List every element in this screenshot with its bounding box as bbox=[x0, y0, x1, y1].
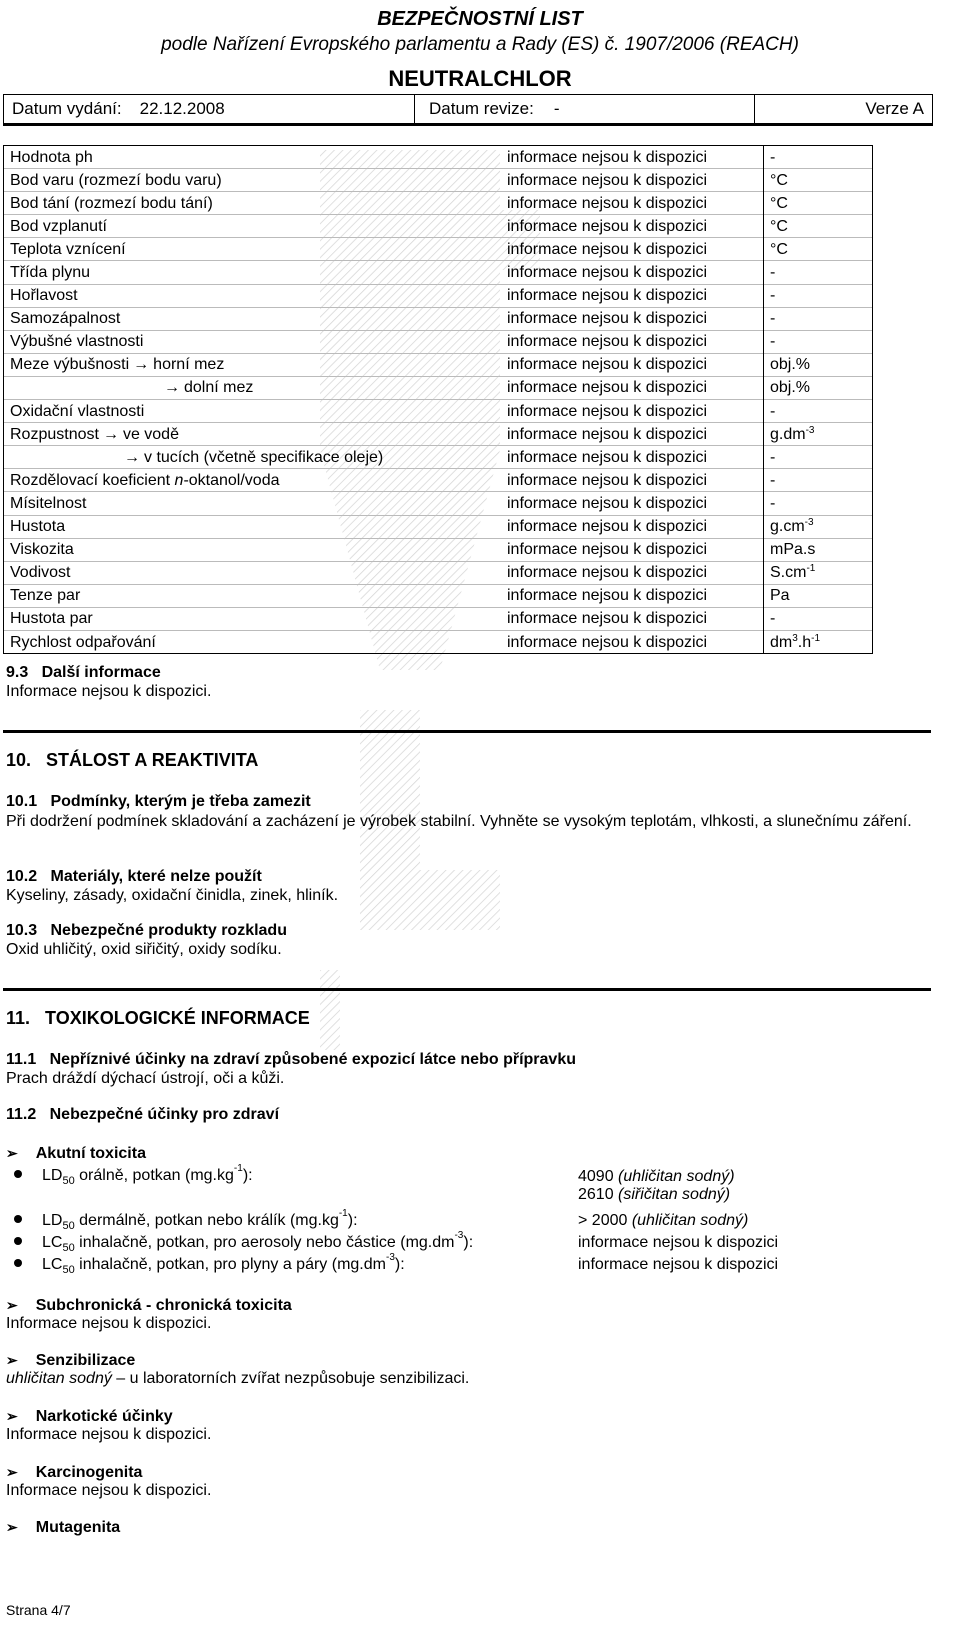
property-row bbox=[4, 584, 873, 607]
property-name: Rychlost odpařování bbox=[4, 630, 502, 653]
property-value: informace nejsou k dispozici bbox=[501, 607, 764, 630]
property-name: Bod vzplanutí bbox=[4, 215, 502, 238]
revision-date: Datum revize: - bbox=[429, 99, 560, 118]
section-divider bbox=[3, 730, 931, 733]
property-value: informace nejsou k dispozici bbox=[501, 376, 764, 399]
property-unit: - bbox=[764, 400, 873, 423]
property-row bbox=[4, 330, 873, 353]
property-row bbox=[4, 446, 873, 469]
property-unit: - bbox=[764, 330, 873, 353]
property-name: Teplota vznícení bbox=[4, 238, 502, 261]
property-name: Samozápalnost bbox=[4, 307, 502, 330]
section-divider bbox=[3, 988, 931, 991]
arrow-icon: → bbox=[102, 425, 119, 443]
property-value: informace nejsou k dispozici bbox=[501, 469, 764, 492]
property-name: Viskozita bbox=[4, 538, 502, 561]
section-10-2: 10.2 Materiály, které nelze použít Kyseliny, zásady, oxidační činidla, zinek, hliník. bbox=[6, 868, 339, 904]
tox-value-oral: 4090 (uhličitan sodný) 2610 (siřičitan sodný) bbox=[578, 1168, 735, 1203]
arrowhead-icon: ➢ bbox=[6, 1408, 18, 1424]
section-11-2: 11.2 Nebezpečné účinky pro zdraví bbox=[6, 1106, 280, 1123]
property-row bbox=[4, 353, 873, 376]
acute-toxicity-heading: ➢ Akutní toxicita bbox=[6, 1145, 146, 1162]
property-unit: $S.cm^{-1}$ bbox=[764, 561, 873, 584]
property-row bbox=[4, 400, 873, 423]
tox-item-inhal-gas: $LC_{50}$ inhalačně, potkan, pro plyny a páry $(mg.dm^{-3})$: bbox=[14, 1256, 405, 1276]
property-row bbox=[4, 492, 873, 515]
property-unit: °C bbox=[764, 238, 873, 261]
property-unit: Pa bbox=[764, 584, 873, 607]
property-unit: obj.% bbox=[764, 376, 873, 399]
property-value: informace nejsou k dispozici bbox=[501, 169, 764, 192]
property-name: Výbušné vlastnosti bbox=[4, 330, 502, 353]
arrowhead-icon: ➢ bbox=[6, 1464, 18, 1480]
header-info-bar bbox=[3, 94, 933, 126]
property-name: Oxidační vlastnosti bbox=[4, 400, 502, 423]
property-value: informace nejsou k dispozici bbox=[501, 215, 764, 238]
section-11-heading: 11. TOXIKOLOGICKÉ INFORMACE bbox=[6, 1008, 310, 1028]
property-row bbox=[4, 169, 873, 192]
tox-item-dermal: $LD_{50}$ dermálně, potkan nebo králík $(mg.kg^{-1})$: bbox=[14, 1212, 358, 1232]
property-value: informace nejsou k dispozici bbox=[501, 261, 764, 284]
mutagenicity: ➢ Mutagenita bbox=[6, 1519, 121, 1536]
property-value: informace nejsou k dispozici bbox=[501, 146, 764, 169]
property-value: informace nejsou k dispozici bbox=[501, 400, 764, 423]
tox-value-inhal-aerosol: informace nejsou k dispozici bbox=[578, 1234, 779, 1251]
property-name: Meze výbušnosti → horní mez bbox=[4, 353, 502, 376]
sensitization: ➢ Senzibilizace uhličitan sodný – u laboratorních zvířat nezpůsobuje senzibilizaci. bbox=[6, 1352, 470, 1387]
properties-table bbox=[3, 145, 873, 654]
property-row bbox=[4, 607, 873, 630]
property-row bbox=[4, 630, 873, 653]
property-unit: - bbox=[764, 492, 873, 515]
property-value: informace nejsou k dispozici bbox=[501, 492, 764, 515]
section-10-1: 10.1 Podmínky, kterým je třeba zamezit Při dodržení podmínek skladování a zacházení je výrobek stabilní. Vyhněte se vysokým teplotám, vlhkosti, a slunečnímu záření. bbox=[6, 793, 912, 830]
tox-value-dermal: > 2000 (uhličitan sodný) bbox=[578, 1212, 749, 1229]
property-name: Třída plynu bbox=[4, 261, 502, 284]
property-unit: °C bbox=[764, 215, 873, 238]
property-value: informace nejsou k dispozici bbox=[501, 446, 764, 469]
property-value: informace nejsou k dispozici bbox=[501, 353, 764, 376]
section-10-3: 10.3 Nebezpečné produkty rozkladu Oxid uhličitý, oxid siřičitý, oxidy sodíku. bbox=[6, 922, 287, 958]
section-10-heading: 10. STÁLOST A REAKTIVITA bbox=[6, 750, 259, 770]
property-unit: $g.cm^{-3}$ bbox=[764, 515, 873, 538]
version: Verze A bbox=[865, 99, 924, 118]
property-name: Vodivost bbox=[4, 561, 502, 584]
product-name: NEUTRALCHLOR bbox=[388, 66, 572, 91]
property-row bbox=[4, 192, 873, 215]
arrowhead-icon: ➢ bbox=[6, 1519, 18, 1535]
carcinogenicity: ➢ Karcinogenita Informace nejsou k dispozici. bbox=[6, 1464, 212, 1499]
property-row bbox=[4, 284, 873, 307]
property-name: → v tucích (včetně specifikace oleje) bbox=[4, 446, 502, 469]
property-unit: $g.dm^{-3}$ bbox=[764, 423, 873, 446]
document-subtitle: podle Nařízení Evropského parlamentu a Rady (ES) č. 1907/2006 (REACH) bbox=[161, 34, 799, 55]
property-name: Rozdělovací koeficient n-oktanol/voda bbox=[4, 469, 502, 492]
property-name: Hustota par bbox=[4, 607, 502, 630]
property-name: Hustota bbox=[4, 515, 502, 538]
property-unit: °C bbox=[764, 169, 873, 192]
property-name: Hořlavost bbox=[4, 284, 502, 307]
bullet-icon bbox=[14, 1170, 22, 1178]
property-value: informace nejsou k dispozici bbox=[501, 307, 764, 330]
property-value: informace nejsou k dispozici bbox=[501, 515, 764, 538]
property-unit: - bbox=[764, 607, 873, 630]
issue-date: Datum vydání: 22.12.2008 bbox=[12, 99, 225, 118]
property-value: informace nejsou k dispozici bbox=[501, 584, 764, 607]
property-row bbox=[4, 215, 873, 238]
property-value: informace nejsou k dispozici bbox=[501, 538, 764, 561]
property-unit: - bbox=[764, 261, 873, 284]
chronic-toxicity: ➢ Subchronická - chronická toxicita Informace nejsou k dispozici. bbox=[6, 1297, 292, 1332]
arrowhead-icon: ➢ bbox=[6, 1297, 18, 1313]
property-name: Bod varu (rozmezí bodu varu) bbox=[4, 169, 502, 192]
property-value: informace nejsou k dispozici bbox=[501, 561, 764, 584]
property-unit: $dm^3.h^{-1}$ bbox=[764, 630, 873, 653]
narcotic-effects: ➢ Narkotické účinky Informace nejsou k dispozici. bbox=[6, 1408, 212, 1443]
property-unit: °C bbox=[764, 192, 873, 215]
tox-item-inhal-aerosol: $LC_{50}$ inhalačně, potkan, pro aerosoly nebo částice $(mg.dm^{-3})$: bbox=[14, 1234, 473, 1254]
arrow-icon: → bbox=[124, 448, 140, 466]
property-row bbox=[4, 261, 873, 284]
property-name: Tenze par bbox=[4, 584, 502, 607]
property-value: informace nejsou k dispozici bbox=[501, 192, 764, 215]
arrow-icon: → bbox=[133, 356, 150, 374]
property-row bbox=[4, 146, 873, 169]
property-name: Hodnota ph bbox=[4, 146, 502, 169]
arrowhead-icon: ➢ bbox=[6, 1352, 18, 1368]
property-unit: - bbox=[764, 284, 873, 307]
tox-value-inhal-gas: informace nejsou k dispozici bbox=[578, 1256, 779, 1273]
arrowhead-icon: ➢ bbox=[6, 1145, 18, 1161]
bullet-icon bbox=[14, 1215, 22, 1223]
property-unit: - bbox=[764, 446, 873, 469]
property-row bbox=[4, 515, 873, 538]
property-name: Bod tání (rozmezí bodu tání) bbox=[4, 192, 502, 215]
property-name: Mísitelnost bbox=[4, 492, 502, 515]
property-name: → dolní mez bbox=[4, 376, 502, 399]
property-value: informace nejsou k dispozici bbox=[501, 630, 764, 653]
property-unit: obj.% bbox=[764, 353, 873, 376]
property-row bbox=[4, 538, 873, 561]
document-title: BEZPEČNOSTNÍ LIST bbox=[377, 8, 583, 30]
property-value: informace nejsou k dispozici bbox=[501, 423, 764, 446]
section-11-1: 11.1 Nepříznivé účinky na zdraví způsobené expozicí látce nebo přípravku Prach dráždí dýchací ústrojí, oči a kůži. bbox=[6, 1051, 576, 1087]
property-value: informace nejsou k dispozici bbox=[501, 284, 764, 307]
property-name: Rozpustnost → ve vodě bbox=[4, 423, 502, 446]
property-row bbox=[4, 561, 873, 584]
property-row bbox=[4, 423, 873, 446]
property-value: informace nejsou k dispozici bbox=[501, 238, 764, 261]
section-9-3: 9.3 Další informace Informace nejsou k dispozici. bbox=[6, 664, 212, 700]
property-row bbox=[4, 307, 873, 330]
page-number: Strana 4/7 bbox=[6, 1602, 71, 1618]
property-unit: - bbox=[764, 146, 873, 169]
tox-item-oral: $LD_{50}$ orálně, potkan $(mg.kg^{-1})$: bbox=[14, 1167, 253, 1187]
arrow-icon: → bbox=[164, 379, 180, 397]
property-value: informace nejsou k dispozici bbox=[501, 330, 764, 353]
bullet-icon bbox=[14, 1237, 22, 1245]
bullet-icon bbox=[14, 1259, 22, 1267]
property-row bbox=[4, 376, 873, 399]
property-row bbox=[4, 469, 873, 492]
property-unit: - bbox=[764, 307, 873, 330]
property-unit: mPa.s bbox=[764, 538, 873, 561]
property-row bbox=[4, 238, 873, 261]
property-unit: - bbox=[764, 469, 873, 492]
